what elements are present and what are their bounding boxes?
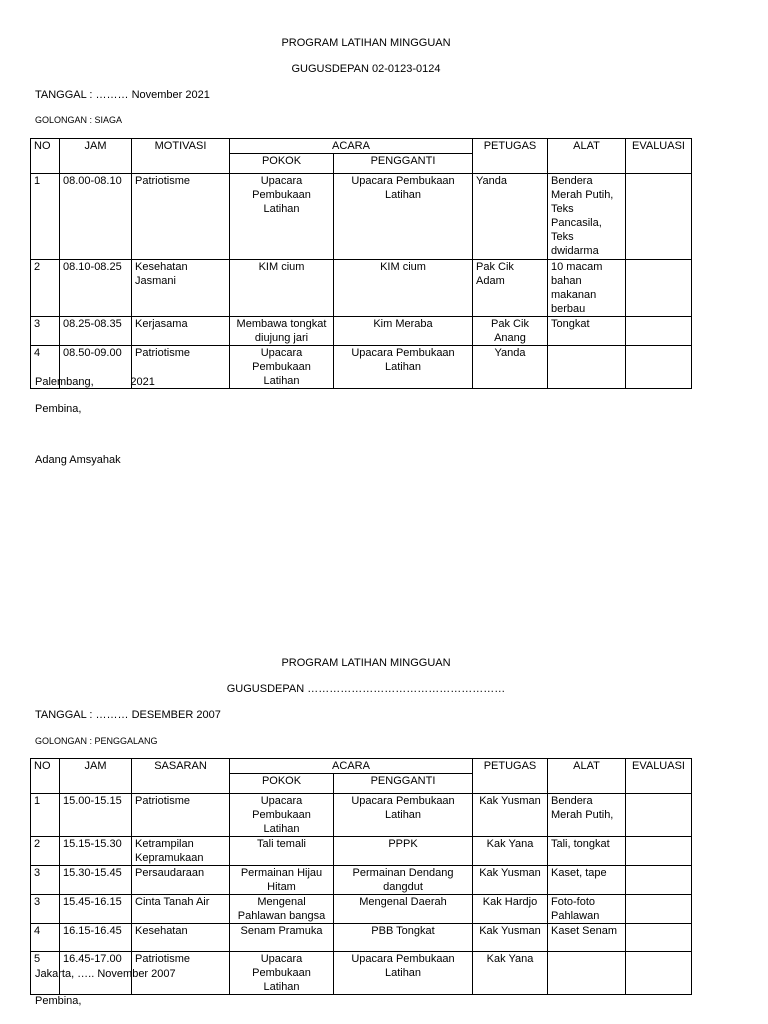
header-alat: ALAT	[548, 759, 626, 794]
header-pengganti: PENGGANTI	[334, 774, 473, 794]
cell-no: 3	[31, 866, 60, 895]
cell-alat: Foto-foto Pahlawan	[548, 895, 626, 924]
cell-pengganti: PBB Tongkat	[334, 924, 473, 952]
header-acara: ACARA	[230, 759, 473, 774]
tanggal-2: TANGGAL : ……… DESEMBER 2007	[35, 709, 221, 721]
gugusdepan-1: GUGUSDEPAN 02-0123-0124	[291, 63, 441, 75]
cell-pokok: Upacara Pembukaan Latihan	[230, 794, 334, 837]
cell-motivasi: Patriotisme	[132, 346, 230, 389]
cell-petugas: Kak Hardjo	[473, 895, 548, 924]
table-row	[31, 895, 692, 924]
cell-petugas: Yanda	[473, 346, 548, 389]
cell-evaluasi	[626, 895, 692, 924]
table-row	[31, 837, 692, 866]
cell-petugas: Kak Yana	[473, 837, 548, 866]
golongan-1: GOLONGAN : SIAGA	[35, 115, 123, 125]
cell-petugas: Pak Cik Adam	[473, 260, 548, 317]
cell-motivasi: Patriotisme	[132, 174, 230, 260]
cell-alat: Tali, tongkat	[548, 837, 626, 866]
cell-pokok: Upacara Pembukaan Latihan	[230, 174, 334, 260]
program-table-1	[30, 138, 692, 389]
cell-sasaran: Patriotisme	[132, 952, 230, 995]
cell-evaluasi	[626, 794, 692, 837]
cell-sasaran: Ketrampilan Kepramukaan	[132, 837, 230, 866]
cell-pokok: Senam Pramuka	[230, 924, 334, 952]
doc-title-1: PROGRAM LATIHAN MINGGUAN	[281, 37, 451, 49]
cell-pengganti: Upacara Pembukaan Latihan	[334, 174, 473, 260]
cell-petugas: Kak Yana	[473, 952, 548, 995]
cell-evaluasi	[626, 952, 692, 995]
doc-title-2: PROGRAM LATIHAN MINGGUAN	[281, 657, 451, 669]
cell-pengganti: Kim Meraba	[334, 317, 473, 346]
place-date-1: Palembang, 2021	[35, 376, 155, 388]
cell-sasaran: Cinta Tanah Air	[132, 895, 230, 924]
cell-alat	[548, 952, 626, 995]
cell-no: 4	[31, 346, 60, 389]
cell-no: 4	[31, 924, 60, 952]
place-date-2: Jakarta, ….. November 2007	[35, 968, 176, 980]
cell-pengganti: Mengenal Daerah	[334, 895, 473, 924]
table-row	[31, 924, 692, 952]
cell-pokok: KIM cium	[230, 260, 334, 317]
cell-petugas: Kak Yusman	[473, 924, 548, 952]
cell-petugas: Kak Yusman	[473, 866, 548, 895]
header-sasaran: SASARAN	[132, 759, 230, 794]
cell-pokok: Membawa tongkat diujung jari	[230, 317, 334, 346]
cell-sasaran: Patriotisme	[132, 794, 230, 837]
table-row	[31, 260, 692, 317]
cell-evaluasi	[626, 174, 692, 260]
cell-jam: 15.30-15.45	[60, 866, 132, 895]
cell-evaluasi	[626, 317, 692, 346]
header-pokok: POKOK	[230, 774, 334, 794]
cell-sasaran: Kesehatan	[132, 924, 230, 952]
header-motivasi: MOTIVASI	[132, 139, 230, 174]
table-row	[31, 174, 692, 260]
cell-alat: Bendera Merah Putih,	[548, 794, 626, 837]
cell-pengganti: Permainan Dendang dangdut	[334, 866, 473, 895]
cell-alat: Bendera Merah Putih, Teks Pancasila, Teks dwidarma	[548, 174, 626, 260]
golongan-2: GOLONGAN : PENGGALANG	[35, 736, 158, 746]
gugusdepan-2: GUGUSDEPAN ………………………………………………	[226, 683, 506, 695]
header-pengganti: PENGGANTI	[334, 154, 473, 174]
cell-pokok: Upacara Pembukaan Latihan	[230, 346, 334, 389]
cell-alat: Tongkat	[548, 317, 626, 346]
cell-alat	[548, 346, 626, 389]
cell-pengganti: PPPK	[334, 837, 473, 866]
header-evaluasi: EVALUASI	[626, 139, 692, 174]
table-row	[31, 794, 692, 837]
cell-jam: 08.50-09.00	[60, 346, 132, 389]
tanggal-1: TANGGAL : ……… November 2021	[35, 89, 210, 101]
table-row	[31, 866, 692, 895]
cell-jam: 15.00-15.15	[60, 794, 132, 837]
cell-alat: Kaset, tape	[548, 866, 626, 895]
cell-no: 1	[31, 794, 60, 837]
pembina-name-1: Adang Amsyahak	[35, 454, 121, 466]
header-no: NO	[31, 759, 60, 794]
header-petugas: PETUGAS	[473, 759, 548, 794]
table-row	[31, 317, 692, 346]
header-alat: ALAT	[548, 139, 626, 174]
header-evaluasi: EVALUASI	[626, 759, 692, 794]
cell-motivasi: Kerjasama	[132, 317, 230, 346]
cell-evaluasi	[626, 924, 692, 952]
pembina-label-1: Pembina,	[35, 403, 82, 415]
header-jam: JAM	[60, 139, 132, 174]
cell-evaluasi	[626, 866, 692, 895]
cell-petugas: Yanda	[473, 174, 548, 260]
cell-evaluasi	[626, 260, 692, 317]
cell-no: 3	[31, 317, 60, 346]
cell-jam: 16.45-17.00	[60, 952, 132, 995]
cell-pengganti: Upacara Pembukaan Latihan	[334, 952, 473, 995]
cell-no: 2	[31, 260, 60, 317]
cell-petugas: Kak Yusman	[473, 794, 548, 837]
cell-petugas: Pak Cik Anang	[473, 317, 548, 346]
cell-jam: 15.15-15.30	[60, 837, 132, 866]
cell-sasaran: Persaudaraan	[132, 866, 230, 895]
cell-jam: 16.15-16.45	[60, 924, 132, 952]
header-no: NO	[31, 139, 60, 174]
cell-evaluasi	[626, 837, 692, 866]
cell-jam: 08.00-08.10	[60, 174, 132, 260]
cell-jam: 08.10-08.25	[60, 260, 132, 317]
header-pokok: POKOK	[230, 154, 334, 174]
cell-pokok: Mengenal Pahlawan bangsa	[230, 895, 334, 924]
pembina-label-2: Pembina,	[35, 995, 82, 1007]
cell-pengganti: Upacara Pembukaan Latihan	[334, 346, 473, 389]
cell-no: 2	[31, 837, 60, 866]
cell-pokok: Tali temali	[230, 837, 334, 866]
cell-jam: 08.25-08.35	[60, 317, 132, 346]
cell-no: 3	[31, 895, 60, 924]
header-acara: ACARA	[230, 139, 473, 154]
cell-jam: 15.45-16.15	[60, 895, 132, 924]
cell-pengganti: KIM cium	[334, 260, 473, 317]
cell-motivasi: Kesehatan Jasmani	[132, 260, 230, 317]
cell-alat: 10 macam bahan makanan berbau	[548, 260, 626, 317]
cell-pokok: Upacara Pembukaan Latihan	[230, 952, 334, 995]
program-table-2	[30, 758, 692, 995]
cell-no: 1	[31, 174, 60, 260]
cell-pengganti: Upacara Pembukaan Latihan	[334, 794, 473, 837]
header-petugas: PETUGAS	[473, 139, 548, 174]
header-jam: JAM	[60, 759, 132, 794]
cell-pokok: Permainan Hijau Hitam	[230, 866, 334, 895]
cell-evaluasi	[626, 346, 692, 389]
cell-no: 5	[31, 952, 60, 995]
cell-alat: Kaset Senam	[548, 924, 626, 952]
